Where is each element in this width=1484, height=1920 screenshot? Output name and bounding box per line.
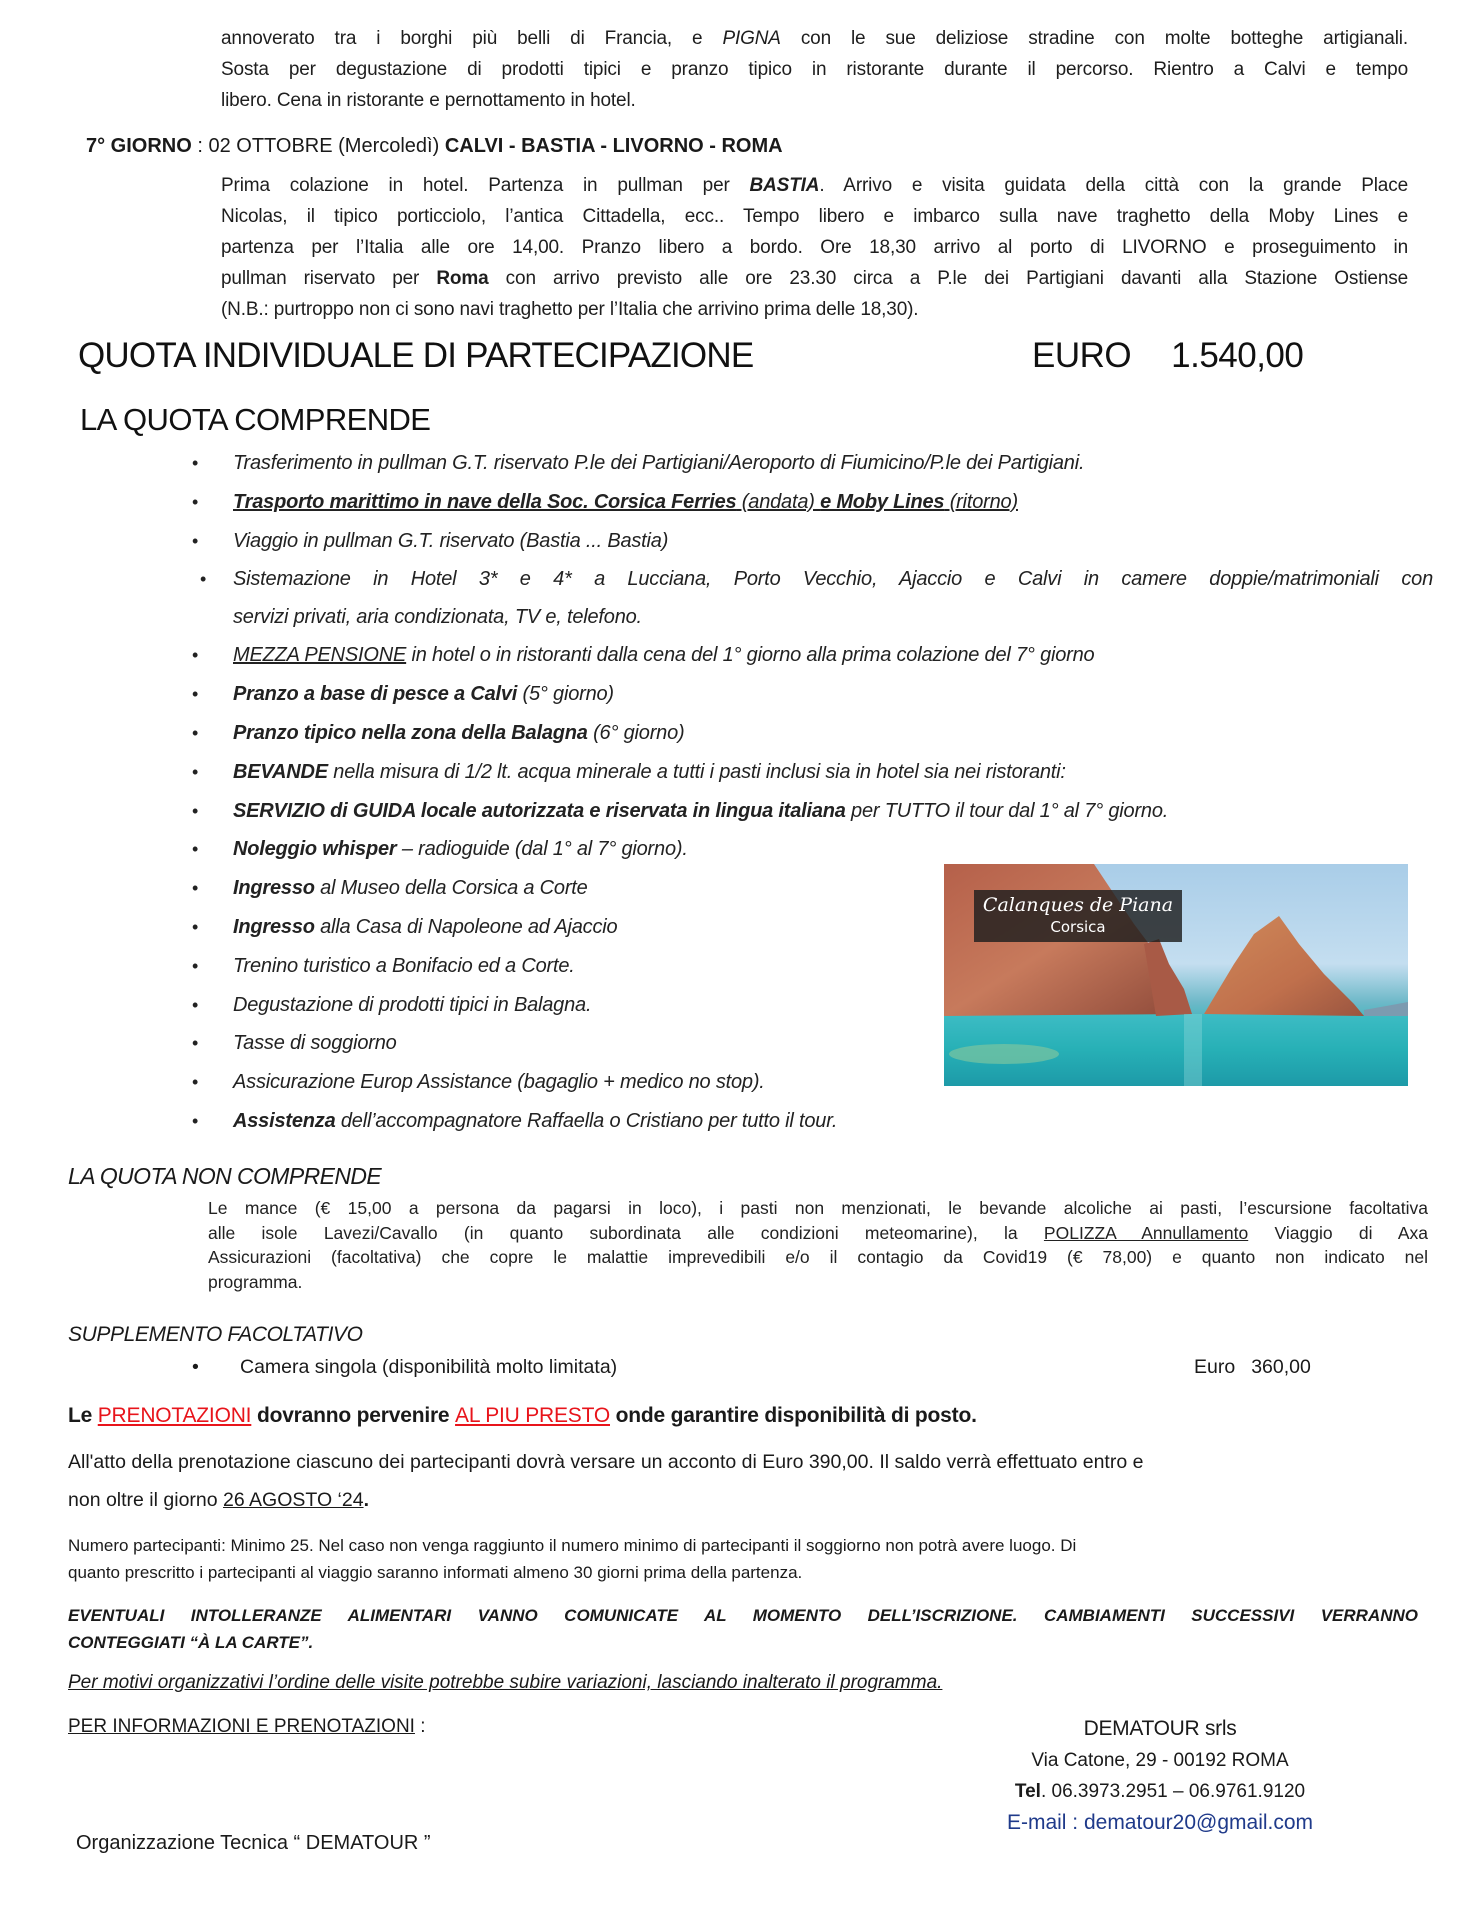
deposit-text: All'atto della prenotazione ciascuno dei partecipanti dovrà versare un acconto di Euro 390,00. Il saldo verrà effettuato entro e non oltre il giorno 26 AGOSTO ‘24. [68,1451,1144,1511]
list-item: • Trenino turistico a Bonifacio ed a Corte. [188,947,1418,986]
text-line: pullman riservato per Roma con arrivo previsto alle ore 23.30 circa a P.le dei Partigiani davanti alla Stazione Ostiense [221,268,1409,289]
bullet-icon: • [192,916,199,937]
supplement-price: Euro 360,00 [1194,1356,1311,1378]
booking-notice: Le PRENOTAZIONI dovranno pervenire AL PIU PRESTO onde garantire disponibilità di posto. [68,1404,977,1427]
company-block [940,1714,1380,1838]
bullet-icon: • [192,684,199,705]
not-included-text [208,1196,1428,1294]
text-line: (N.B.: purtroppo non ci sono navi traghetto per l’Italia che arrivino prima delle 18,30). [221,299,919,320]
company-name: DEMATOUR srls [1083,1717,1237,1740]
text-line: alle isole Lavezi/Cavallo (in quanto subordinata alle condizioni meteomarine), la POLIZZA Annullamento Viaggio di Axa [208,1222,1428,1243]
text-line: Prima colazione in hotel. Partenza in pullman per BASTIA. Arrivo e visita guidata della città con la grande Place [221,175,1408,196]
bullet-icon: • [192,878,199,899]
day7-description [221,170,1408,325]
list-item: • Viaggio in pullman G.T. riservato (Bastia ... Bastia) [188,522,1418,561]
participants-note: Numero partecipanti: Minimo 25. Nel caso non venga raggiunto il numero minimo di partecipanti il soggiorno non potrà avere luogo. Di quanto prescritto i partecipanti al viaggio saranno informati almeno 30 giorni prima della partenza. [68,1536,1077,1582]
photo-caption [974,890,1182,942]
company-address: Via Catone, 29 - 00192 ROMA [1031,1750,1289,1771]
highlight-al-piu-presto: AL PIU PRESTO [455,1404,610,1427]
text-line: partenza per l’Italia alle ore 14,00. Pranzo libero a bordo. Ore 18,30 arrivo al porto di LIVORNO e proseguimento in [221,237,1408,258]
bullet-icon: • [192,994,199,1015]
quota-price [1032,336,1303,376]
corsica-photo [944,864,1408,1086]
quota-amount: 1.540,00 [1171,336,1304,375]
day7-heading: 7° GIORNO : 02 OTTOBRE (Mercoledì) CALVI - BASTIA - LIVORNO - ROMA [86,135,783,157]
highlight-prenotazioni: PRENOTAZIONI [97,1404,252,1427]
bullet-icon: • [192,645,199,666]
info-heading: PER INFORMAZIONI E PRENOTAZIONI : [68,1716,426,1737]
bullet-icon: • [192,1072,199,1093]
bullet-icon: • [192,1110,199,1131]
day-label: 7° GIORNO [86,135,192,157]
list-item: • Ingresso alla Casa di Napoleone ad Ajaccio [188,908,1418,947]
supplement-item: • Camera singola (disponibilità molto limitata) [188,1356,617,1379]
list-item: • Trasferimento in pullman G.T. riservato P.le dei Partigiani/Aeroporto di Fiumicino/P.le dei Partigiani. [188,444,1418,483]
bullet-icon: • [192,491,199,512]
list-item: • Pranzo a base di pesce a Calvi (5° giorno) [188,675,1418,714]
bullet-icon: • [192,1356,199,1378]
text-line: Sosta per degustazione di prodotti tipici e pranzo tipico in ristorante durante il percorso. Rientro a Calvi e tempo [221,59,1408,80]
list-item: • Pranzo tipico nella zona della Balagna (6° giorno) [188,714,1418,753]
included-title: LA QUOTA COMPRENDE [80,402,431,437]
day-route: CALVI - BASTIA - LIVORNO - ROMA [444,135,783,157]
company-phone: Tel. 06.3973.2951 – 06.9761.9120 [1014,1781,1306,1802]
text-line: annoverato tra i borghi più belli di Francia, e PIGNA con le sue deliziose stradine con molte botteghe artigianali. [221,28,1408,49]
text-line: libero. Cena in ristorante e pernottamento in hotel. [221,90,636,111]
list-item: • Tasse di soggiorno [188,1024,1418,1063]
day-date: 02 OTTOBRE (Mercoledì) [208,135,445,157]
bullet-icon: • [192,1033,199,1054]
caption-subtitle: Corsica [1050,918,1106,936]
quota-title: QUOTA INDIVIDUALE DI PARTECIPAZIONE [78,336,754,375]
bullet-icon: • [192,839,199,860]
quota-currency: EURO [1032,336,1132,375]
intolerances-note: EVENTUALI INTOLLERANZE ALIMENTARI VANNO COMUNICATE AL MOMENTO DELL’ISCRIZIONE. CAMBIAMENTI SUCCESSIVI VERRANNO CONTEGGIATI “À LA CARTE”. [68,1606,1418,1652]
company-email-link[interactable]: E-mail : dematour20@gmail.com [1006,1811,1314,1834]
supplement-title: SUPPLEMENTO FACOLTATIVO [68,1323,363,1346]
list-item: • Ingresso al Museo della Corsica a Corte [188,869,1418,908]
bullet-icon: • [192,955,199,976]
list-item: • Trasporto marittimo in nave della Soc. Corsica Ferries (andata) e Moby Lines (ritorno) [188,483,1418,522]
text-line: Assicurazioni (facoltativa) che copre le malattie imprevedibili e/o il contagio da Covid19 (€ 78,00) e quanto non indicato nel [208,1247,1428,1267]
list-item: • SERVIZIO di GUIDA locale autorizzata e riservata in lingua italiana per TUTTO il tour dal 1° al 7° giorno. [188,792,1418,831]
list-item: • Assicurazione Europ Assistance (bagaglio + medico no stop). [188,1063,1418,1102]
bullet-icon: • [192,530,199,551]
text-line: Le mance (€ 15,00 a persona da pagarsi in loco), i pasti non menzionati, le bevande alcoliche ai pasti, l’escursione facoltativa [208,1198,1428,1218]
not-included-title: LA QUOTA NON COMPRENDE [68,1163,382,1189]
bullet-icon: • [192,453,199,473]
bullet-icon: • [192,722,199,743]
order-note: Per motivi organizzativi l’ordine delle visite potrebbe subire variazioni, lasciando inalterato il programma. [68,1672,943,1693]
bullet-icon: • [200,569,207,590]
list-item: • Degustazione di prodotti tipici in Balagna. [188,986,1418,1025]
caption-title: Calanques de Piana [982,894,1174,916]
bullet-icon: • [192,761,199,782]
list-item: • Sistemazione in Hotel 3* e 4* a Lucciana, Porto Vecchio, Ajaccio e Calvi in camere doppie/matrimoniali con servizi privati, aria condizionata, TV e, telefono. [188,560,1418,636]
list-item: • MEZZA PENSIONE in hotel o in ristoranti dalla cena del 1° giorno alla prima colazione del 7° giorno [188,636,1418,675]
list-item: • Noleggio whisper – radioguide (dal 1° al 7° giorno). [188,830,1418,869]
list-item: • BEVANDE nella misura di 1/2 lt. acqua minerale a tutti i pasti inclusi sia in hotel sia nei ristoranti: [188,753,1418,792]
text-line: programma. [208,1271,303,1292]
text-line: Nicolas, il tipico porticciolo, l’antica Cittadella, ecc.. Tempo libero e imbarco sulla nave traghetto della Moby Lines e [221,206,1408,227]
organizer-credit: Organizzazione Tecnica “ DEMATOUR ” [76,1832,431,1854]
list-item: • Assistenza dell’accompagnatore Raffaella o Cristiano per tutto il tour. [188,1102,1418,1141]
bullet-icon: • [192,800,199,821]
day6-description [221,23,1408,116]
